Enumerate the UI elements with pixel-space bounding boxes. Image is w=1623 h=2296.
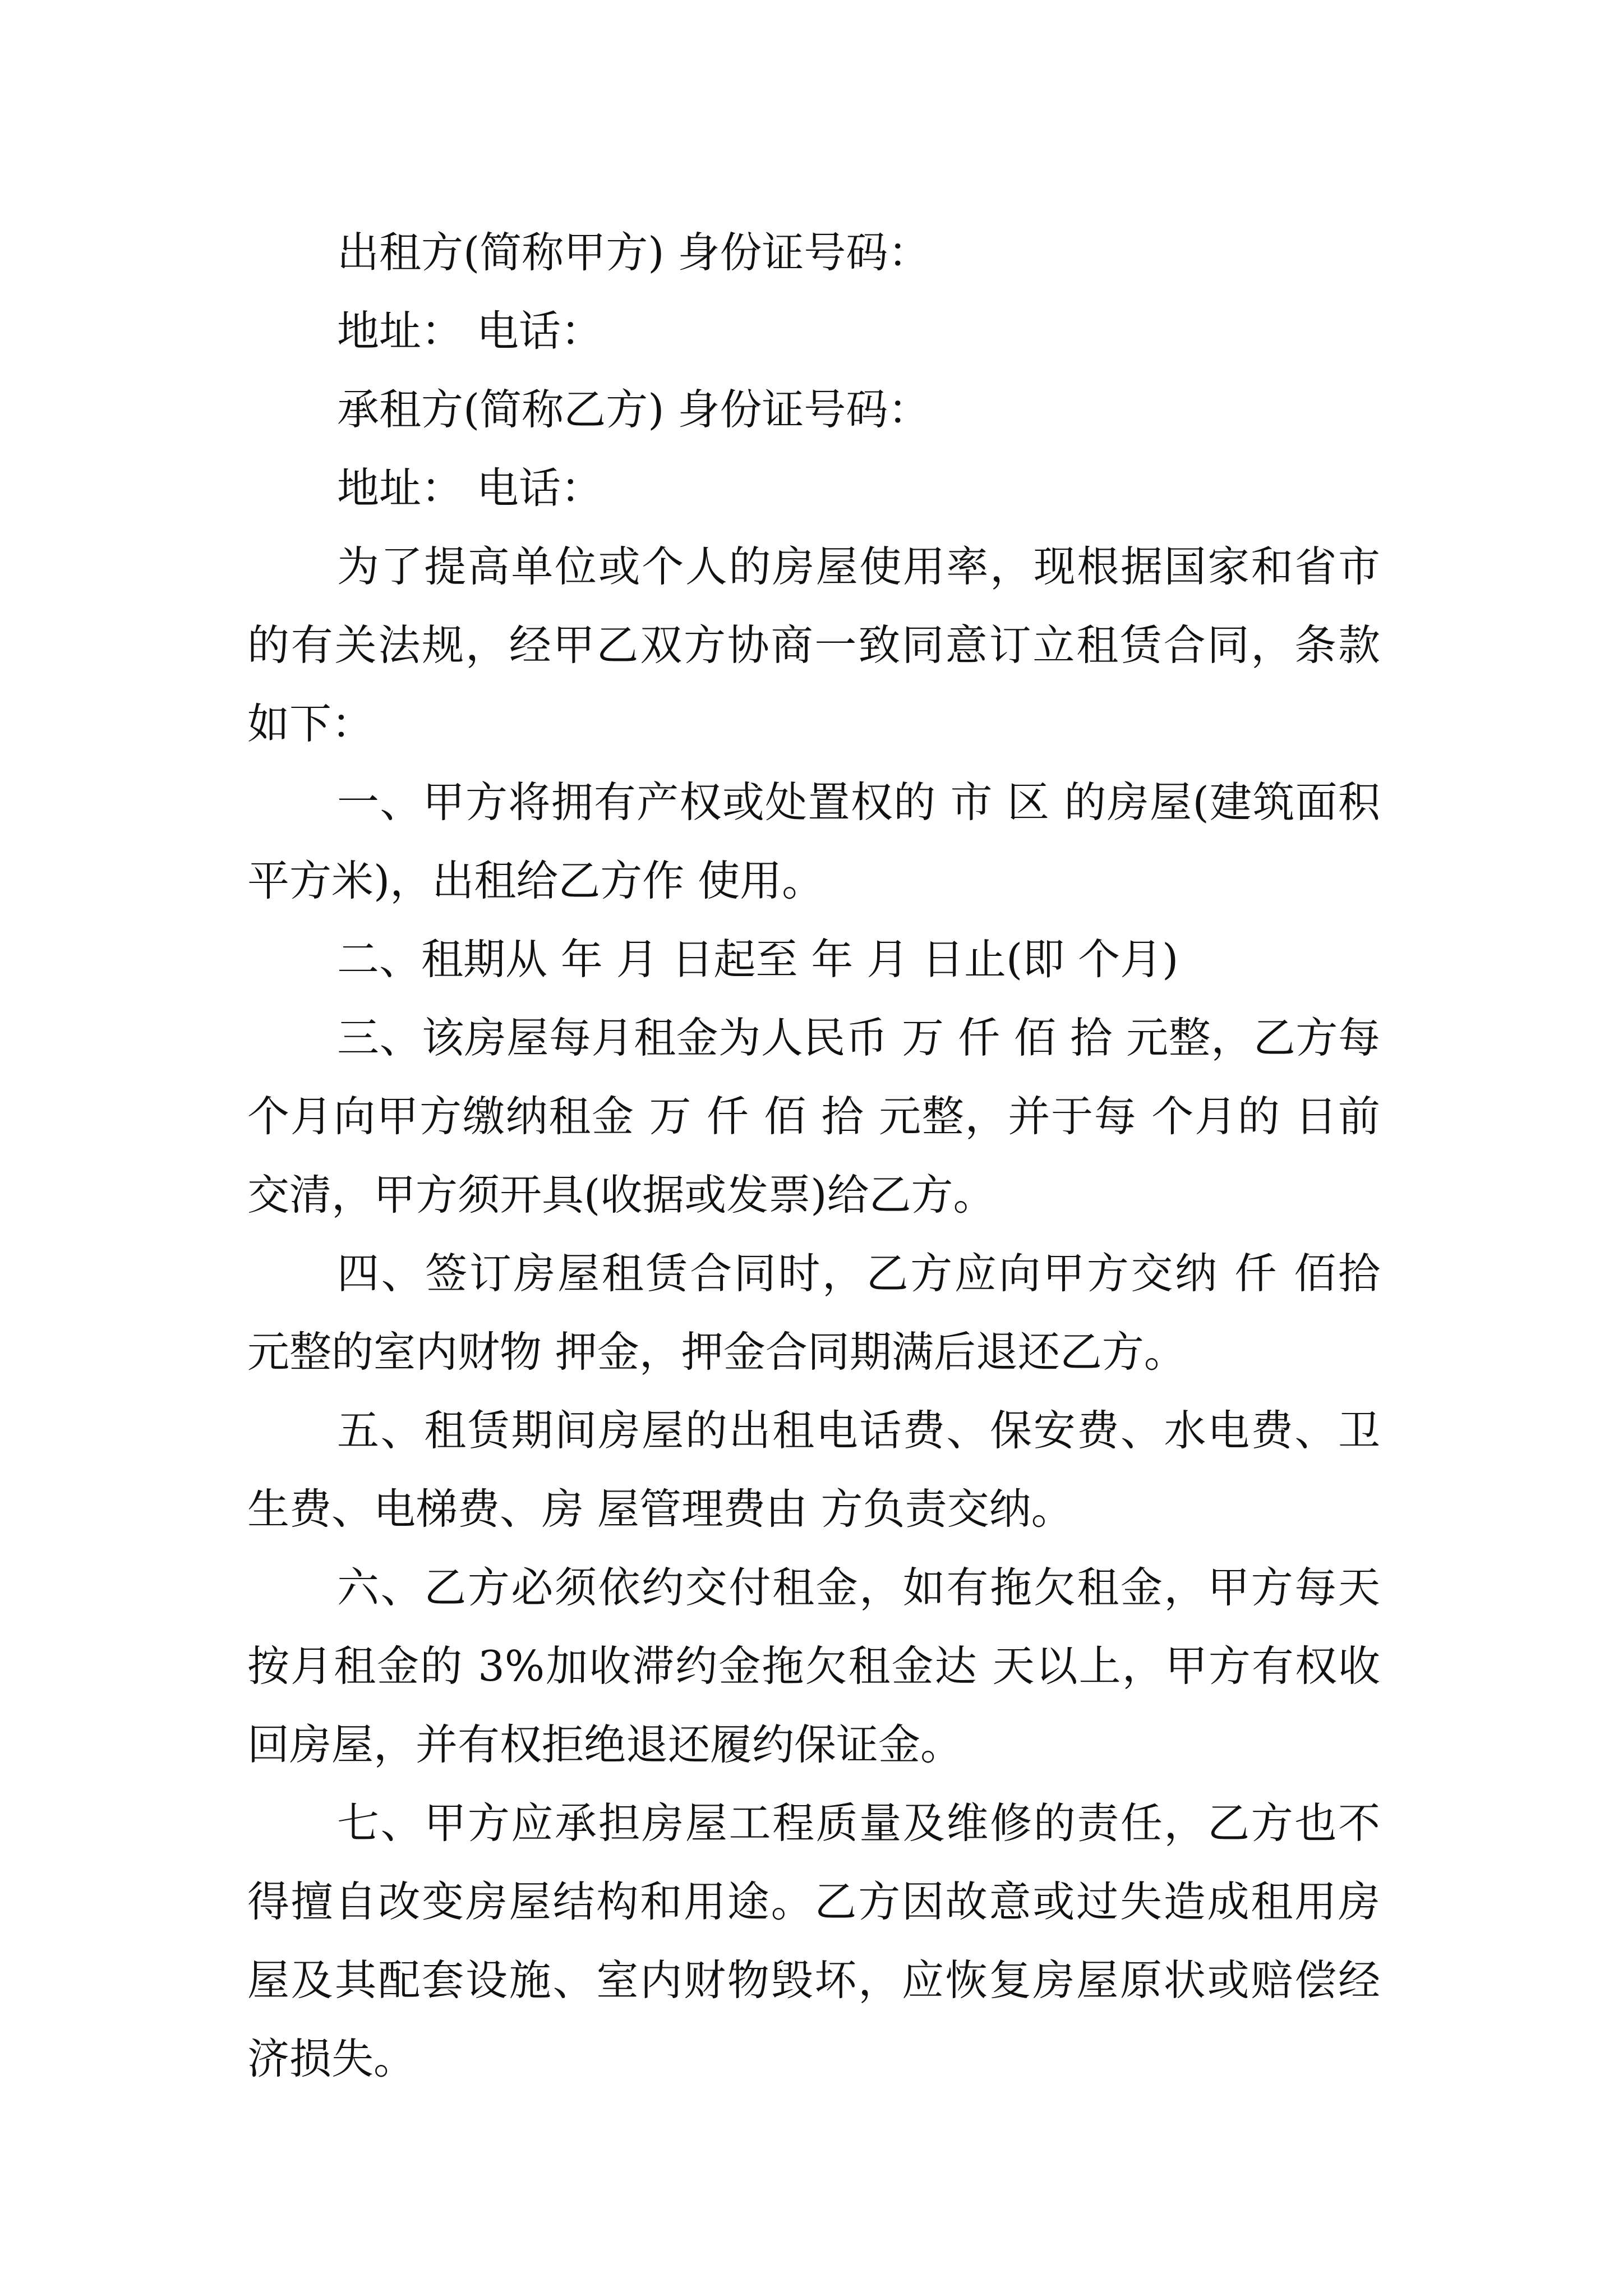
clause-4: 四、签订房屋租赁合同时，乙方应向甲方交纳 仟 佰拾 元整的室内财物 押金，押金合同期满后退还乙方。 <box>247 1249 1394 1377</box>
contract-body <box>247 213 1394 2098</box>
clause-6: 六、乙方必须依约交付租金，如有拖欠租金，甲方每天按月租金的 3%加收滞约金拖欠租金达 天以上，甲方有权收回房屋，并有权拒绝退还履约保证金。 <box>247 1563 1380 1769</box>
lessor-id-line: 出租方(简称甲方) 身份证号码： <box>337 228 930 277</box>
clause-1: 一、甲方将拥有产权或处置权的 市 区 的房屋(建筑面积 平方米)，出租给乙方作 使用。 <box>247 777 1394 905</box>
lessee-address-line: 地址： 电话： <box>337 463 603 513</box>
clause-7: 七、甲方应承担房屋工程质量及维修的责任，乙方也不得擅自改变房屋结构和用途。乙方因故意或过失造成租用房屋及其配套设施、室内财物毁坏，应恢复房屋原状或赔偿经济损失。 <box>247 1798 1380 2083</box>
lessee-id-line: 承租方(简称乙方) 身份证号码： <box>337 385 930 434</box>
clause-2: 二、租期从 年 月 日起至 年 月 日止(即 个月) <box>337 935 1179 984</box>
lessor-address-line: 地址： 电话： <box>337 306 603 356</box>
clause-5: 五、租赁期间房屋的出租电话费、保安费、水电费、卫生费、电梯费、房 屋管理费由 方负责交纳。 <box>247 1406 1380 1534</box>
preamble-paragraph: 为了提高单位或个人的房屋使用率，现根据国家和省市的有关法规，经甲乙双方协商一致同意订立租赁合同，条款如下： <box>247 542 1380 748</box>
clause-3: 三、该房屋每月租金为人民币 万 仟 佰 拾 元整，乙方每 个月向甲方缴纳租金 万 仟 佰 拾 元整，并于每 个月的 日前交清，甲方须开具(收据或发票)给乙方。 <box>247 1013 1394 1220</box>
